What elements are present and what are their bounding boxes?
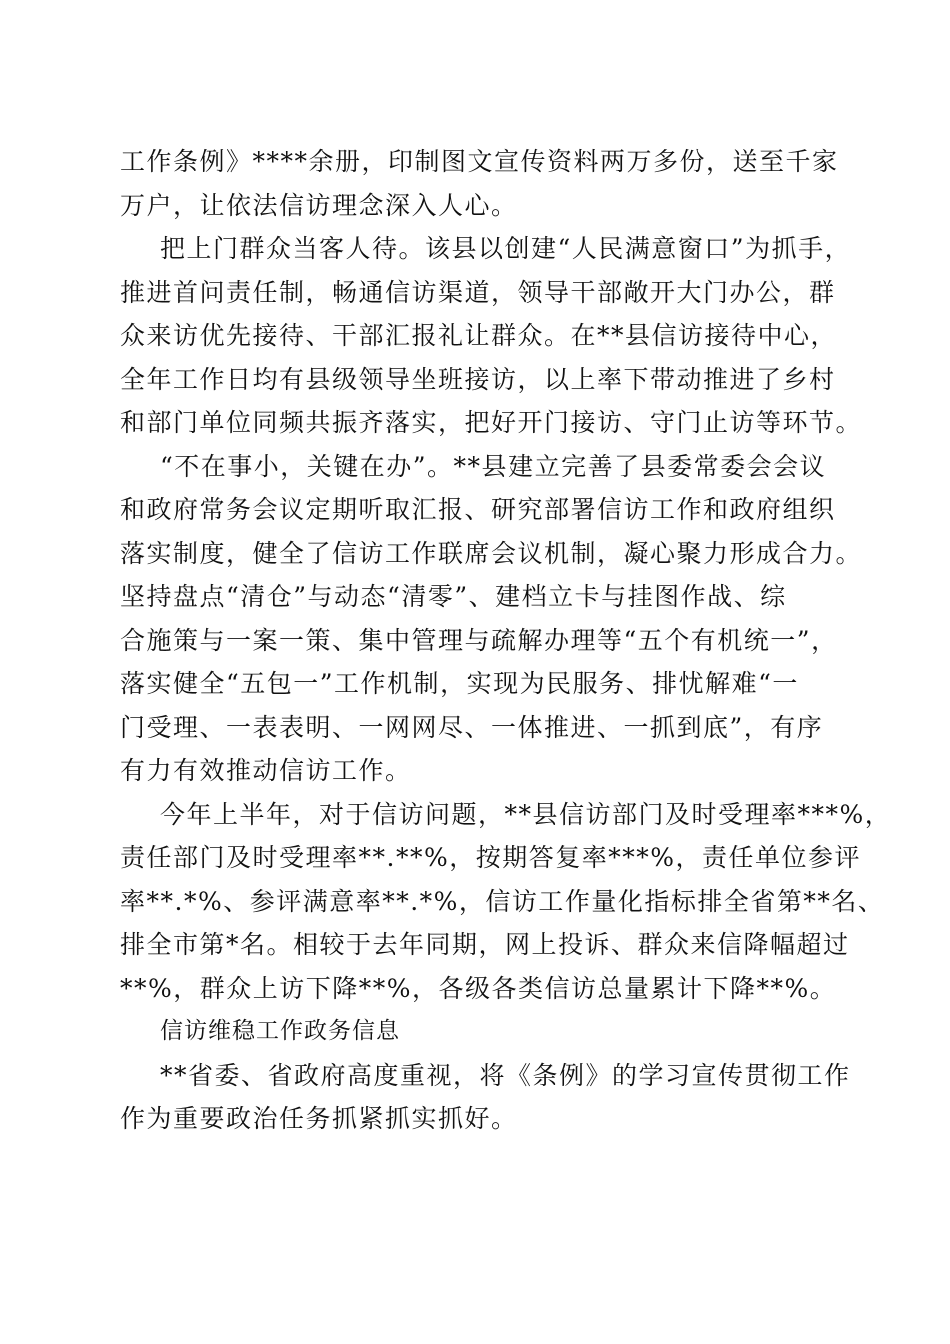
paragraph-start-line: **省委、省政府高度重视，将《条例》的学习宣传贯彻工作 bbox=[160, 1060, 851, 1090]
text-line: 工作条例》****余册，印制图文宣传资料两万多份，送至千家 bbox=[120, 147, 839, 176]
text-line: 推进首问责任制，畅通信访渠道，领导干部敞开大门办公，群 bbox=[120, 277, 836, 307]
text-line: 门受理、一表表明、一网网尽、一体推进、一抓到底”，有序 bbox=[120, 712, 824, 742]
text-line: 众来访优先接待、干部汇报礼让群众。在**县信访接待中心， bbox=[120, 321, 838, 350]
paragraph-start-line: “不在事小，关键在办”。**县建立完善了县委常委会会议 bbox=[160, 451, 827, 481]
text-line: 全年工作日均有县级领导坐班接访，以上率下带动推进了乡村 bbox=[120, 364, 836, 394]
text-line: 作为重要政治任务抓紧抓实抓好。 bbox=[120, 1104, 518, 1133]
text-line: 和政府常务会议定期听取汇报、研究部署信访工作和政府组织 bbox=[120, 495, 836, 524]
document-body bbox=[120, 140, 892, 1141]
text-line: 和部门单位同频共振齐落实，把好开门接访、守门止访等环节。 bbox=[120, 408, 863, 437]
text-line: 有力有效推动信访工作。 bbox=[120, 756, 412, 785]
section-heading: 信访维稳工作政务信息 bbox=[160, 1018, 400, 1044]
text-line: 坚持盘点“清仓”与动态“清零”、建档立卡与挂图作战、综 bbox=[120, 582, 787, 611]
text-line: 合施策与一案一策、集中管理与疏解办理等“五个有机统一”， bbox=[120, 625, 838, 655]
text-line: **%，群众上访下降**%，各级各类信访总量累计下降**%。 bbox=[120, 973, 837, 1003]
paragraph-start-line: 今年上半年，对于信访问题，**县信访部门及时受理率***%， bbox=[160, 799, 892, 829]
text-line: 落实制度，健全了信访工作联席会议机制，凝心聚力形成合力。 bbox=[120, 538, 863, 568]
text-line: 万户，让依法信访理念深入人心。 bbox=[120, 190, 518, 220]
text-line: 落实健全“五包一”工作机制，实现为民服务、排忧解难“一 bbox=[120, 669, 799, 698]
text-line: 排全市第*名。相较于去年同期，网上投诉、群众来信降幅超过 bbox=[120, 930, 850, 959]
text-line: 责任部门及时受理率**.**%，按期答复率***%，责任单位参评 bbox=[120, 843, 861, 872]
text-line: 率**.*%、参评满意率**.*%，信访工作量化指标排全省第**名、 bbox=[120, 886, 885, 916]
paragraph-start-line: 把上门群众当客人待。该县以创建“人民满意窗口”为抓手， bbox=[160, 234, 852, 263]
